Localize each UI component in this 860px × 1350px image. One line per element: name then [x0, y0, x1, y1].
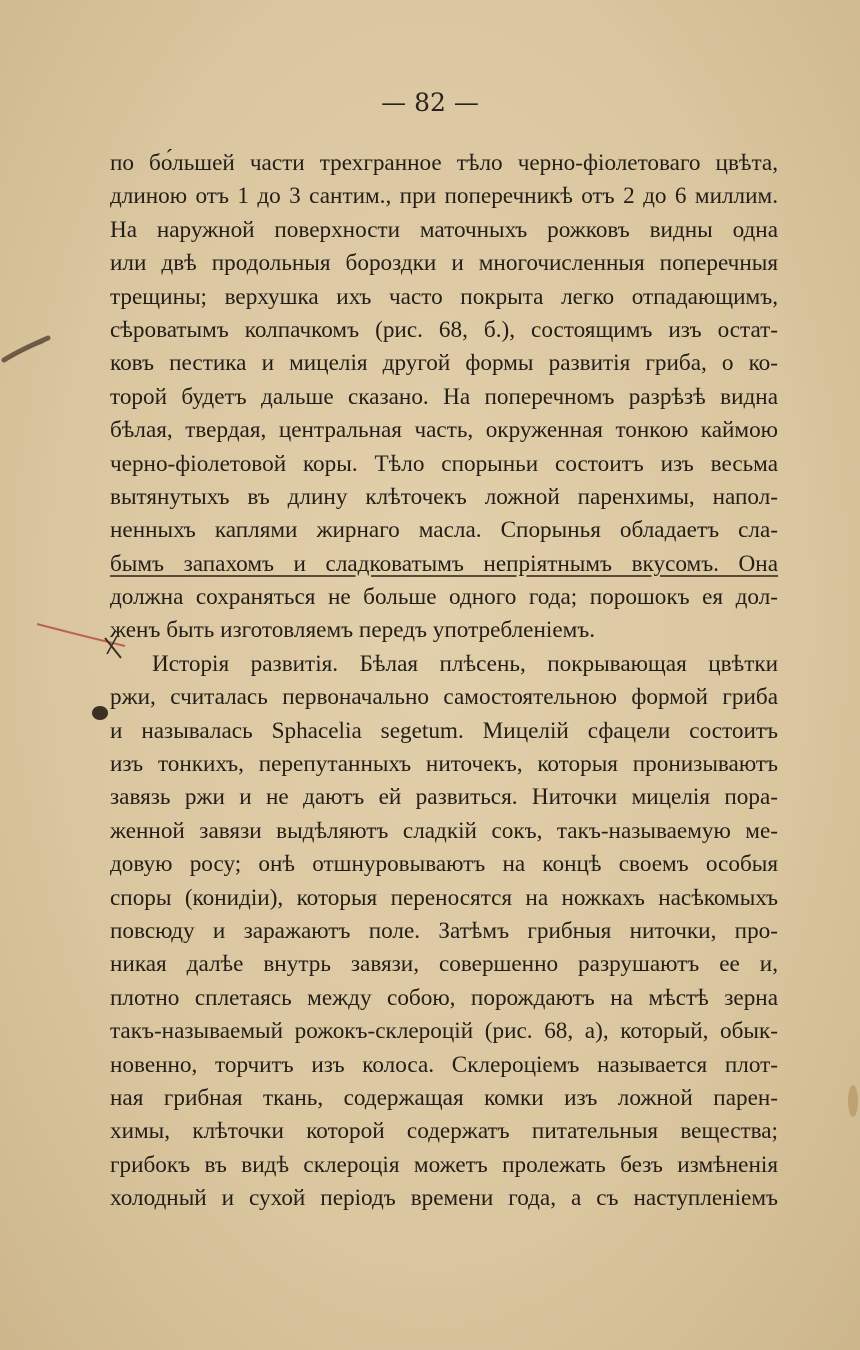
page-number: — 82 — [381, 88, 479, 117]
text-line: женъ быть изготовляемъ передъ употребленіемъ. [110, 617, 596, 644]
text-line: женной завязи выдѣляютъ сладкій сокъ, такъ-называемую ме- [110, 817, 778, 844]
section-heading-line: Исторія развитія. Бѣлая плѣсень, покрывающая цвѣтки [152, 650, 778, 677]
pencil-stroke-mark [0, 330, 60, 370]
text-line: ная грибная ткань, содержащая комки изъ ложной парен- [110, 1084, 778, 1111]
text-line: ковъ пестика и мицелія другой формы развитія гриба, о ко- [110, 350, 778, 377]
text-line: плотно сплетаясь между собою, порождаютъ на мѣстѣ зерна [110, 984, 778, 1011]
text-line: должна сохраняться не больше одного года; порошокъ ея дол- [110, 584, 778, 611]
text-line: или двѣ продольныя бороздки и многочисленныя поперечныя [110, 250, 778, 277]
text-line: ржи, считалась первоначально самостоятельною формой гриба [110, 684, 778, 711]
text-line: длиною отъ 1 до 3 сантим., при поперечникѣ отъ 2 до 6 миллим. [110, 183, 778, 210]
text-line: бѣлая, твердая, центральная часть, окруженная тонкою каймою [110, 417, 778, 444]
text-line: завязь ржи и не даютъ ей развиться. Ниточки мицелія пора- [110, 784, 778, 811]
text-line: такъ-называемый рожокъ-склероцій (рис. 68, а), который, обык- [110, 1018, 778, 1045]
text-line: холодный и сухой періодъ времени года, а съ наступленіемъ [110, 1185, 778, 1212]
text-line: ненныхъ каплями жирнаго масла. Спорынья обладаетъ сла- [110, 517, 778, 544]
text-line: по бо́льшей части трехгранное тѣло черно-фіолетоваго цвѣта, [110, 150, 778, 176]
text-line: изъ тонкихъ, перепутанныхъ ниточекъ, которыя пронизываютъ [110, 751, 778, 778]
body-text [110, 147, 778, 1216]
text-line: довую росу; онѣ отшнуровываютъ на концѣ своемъ особыя [110, 851, 778, 878]
text-line: черно-фіолетовой коры. Тѣло спорыньи состоитъ изъ весьма [110, 450, 778, 477]
text-line: никая далѣе внутрь завязи, совершенно разрушаютъ ее и, [110, 951, 778, 978]
text-line: На наружной поверхности маточныхъ рожковъ видны одна [110, 216, 778, 243]
text-line: торой будетъ дальше сказано. На поперечномъ разрѣзѣ видна [110, 383, 778, 410]
red-pencil-tick-mark [35, 618, 145, 668]
text-line-underlined: бымъ запахомъ и сладковатымъ непріятнымъ вкусомъ. Она [110, 550, 778, 577]
text-line: и называлась Sphacelia segetum. Мицелій сфацели состоитъ [110, 717, 778, 744]
text-line: грибокъ въ видѣ склероція можетъ пролежать безъ измѣненія [110, 1151, 778, 1178]
text-line: повсюду и заражаютъ поле. Затѣмъ грибныя ниточки, про- [110, 917, 778, 944]
ink-blot [92, 706, 108, 720]
text-line: химы, клѣточки которой содержатъ питательныя вещества; [110, 1118, 778, 1145]
text-line: споры (конидіи), которыя переносятся на ножкахъ насѣкомыхъ [110, 884, 778, 911]
paper-stain [848, 1085, 858, 1117]
text-line: трещины; верхушка ихъ часто покрыта легко отпадающимъ, [110, 283, 778, 310]
text-line: вытянутыхъ въ длину клѣточекъ ложной паренхимы, напол- [110, 483, 778, 510]
text-line: сѣроватымъ колпачкомъ (рис. 68, б.), состоящимъ изъ остат- [110, 316, 778, 343]
text-line: новенно, торчитъ изъ колоса. Склероціемъ называется плот- [110, 1051, 778, 1078]
